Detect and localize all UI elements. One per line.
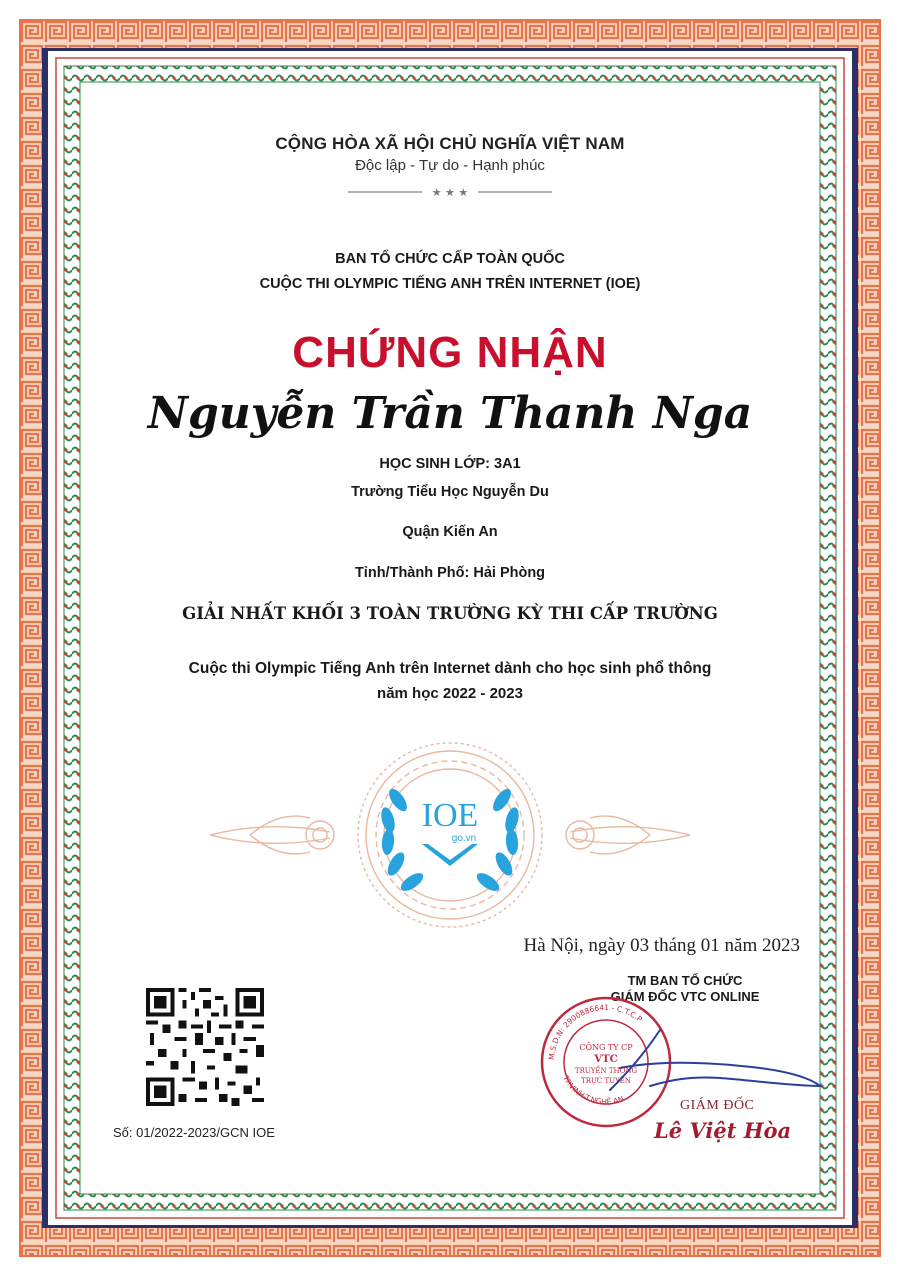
school-year: năm học 2022 - 2023 bbox=[377, 685, 523, 702]
signer-title-line-2: GIÁM ĐỐC VTC ONLINE bbox=[610, 989, 760, 1004]
ioe-emblem bbox=[210, 740, 690, 930]
organizer-line-1: BAN TỔ CHỨC CẤP TOÀN QUỐC bbox=[335, 251, 565, 267]
signer-title-line-1: TM BAN TỔ CHỨC bbox=[627, 973, 743, 988]
svg-text:M.S.D.N: 2900886641 - C.T.C.P: M.S.D.N: 2900886641 - C.T.C.P bbox=[546, 1002, 644, 1061]
district-name: Quận Kiến An bbox=[402, 524, 498, 540]
student-grade: HỌC SINH LỚP: 3A1 bbox=[379, 456, 521, 472]
nation-heading: CỘNG HÒA XÃ HỘI CHỦ NGHĨA VIỆT NAM bbox=[275, 134, 625, 153]
svg-text:CÔNG TY CP: CÔNG TY CP bbox=[579, 1043, 633, 1052]
svg-text:VTC: VTC bbox=[594, 1054, 618, 1065]
svg-text:TRỰC TUYẾN: TRỰC TUYẾN bbox=[581, 1077, 631, 1085]
handwritten-signature bbox=[600, 1020, 830, 1100]
school-name: Trường Tiểu Học Nguyễn Du bbox=[351, 484, 549, 500]
organizer-line-2: CUỘC THI OLYMPIC TIẾNG ANH TRÊN INTERNET (IOE) bbox=[259, 276, 641, 292]
svg-text:TP.VINH-T.NGHỆ AN: TP.VINH-T.NGHỆ AN bbox=[561, 1074, 625, 1107]
motto-divider bbox=[348, 186, 552, 198]
contest-description: Cuộc thi Olympic Tiếng Anh trên Internet dành cho học sinh phổ thông bbox=[188, 660, 712, 677]
certificate-serial-number: Số: 01/2022-2023/GCN IOE bbox=[113, 1125, 275, 1140]
award-title: GIẢI NHẤT KHỐI 3 TOÀN TRƯỜNG KỲ THI CẤP TRƯỜNG bbox=[182, 604, 718, 623]
qr-code-icon bbox=[146, 988, 264, 1106]
svg-text:IOE: IOE bbox=[421, 797, 479, 834]
issue-place-date: Hà Nội, ngày 03 tháng 01 năm 2023 bbox=[523, 935, 800, 956]
certificate-title: CHỨNG NHẬN bbox=[292, 328, 608, 377]
ioe-logo-icon bbox=[422, 797, 479, 866]
svg-text:TRUYỀN THÔNG: TRUYỀN THÔNG bbox=[574, 1067, 638, 1075]
province-name: Tỉnh/Thành Phố: Hải Phòng bbox=[354, 565, 546, 581]
national-motto: Độc lập - Tự do - Hạnh phúc bbox=[355, 157, 545, 174]
signer-name: Lê Việt Hòa bbox=[654, 1118, 792, 1143]
svg-text:go.vn: go.vn bbox=[451, 833, 477, 844]
mandala-ornament bbox=[210, 743, 690, 927]
recipient-name: Nguyễn Trần Thanh Nga bbox=[147, 388, 753, 439]
svg-text:★ ★ ★: ★ ★ ★ bbox=[431, 186, 469, 198]
signer-role: GIÁM ĐỐC bbox=[680, 1098, 755, 1113]
